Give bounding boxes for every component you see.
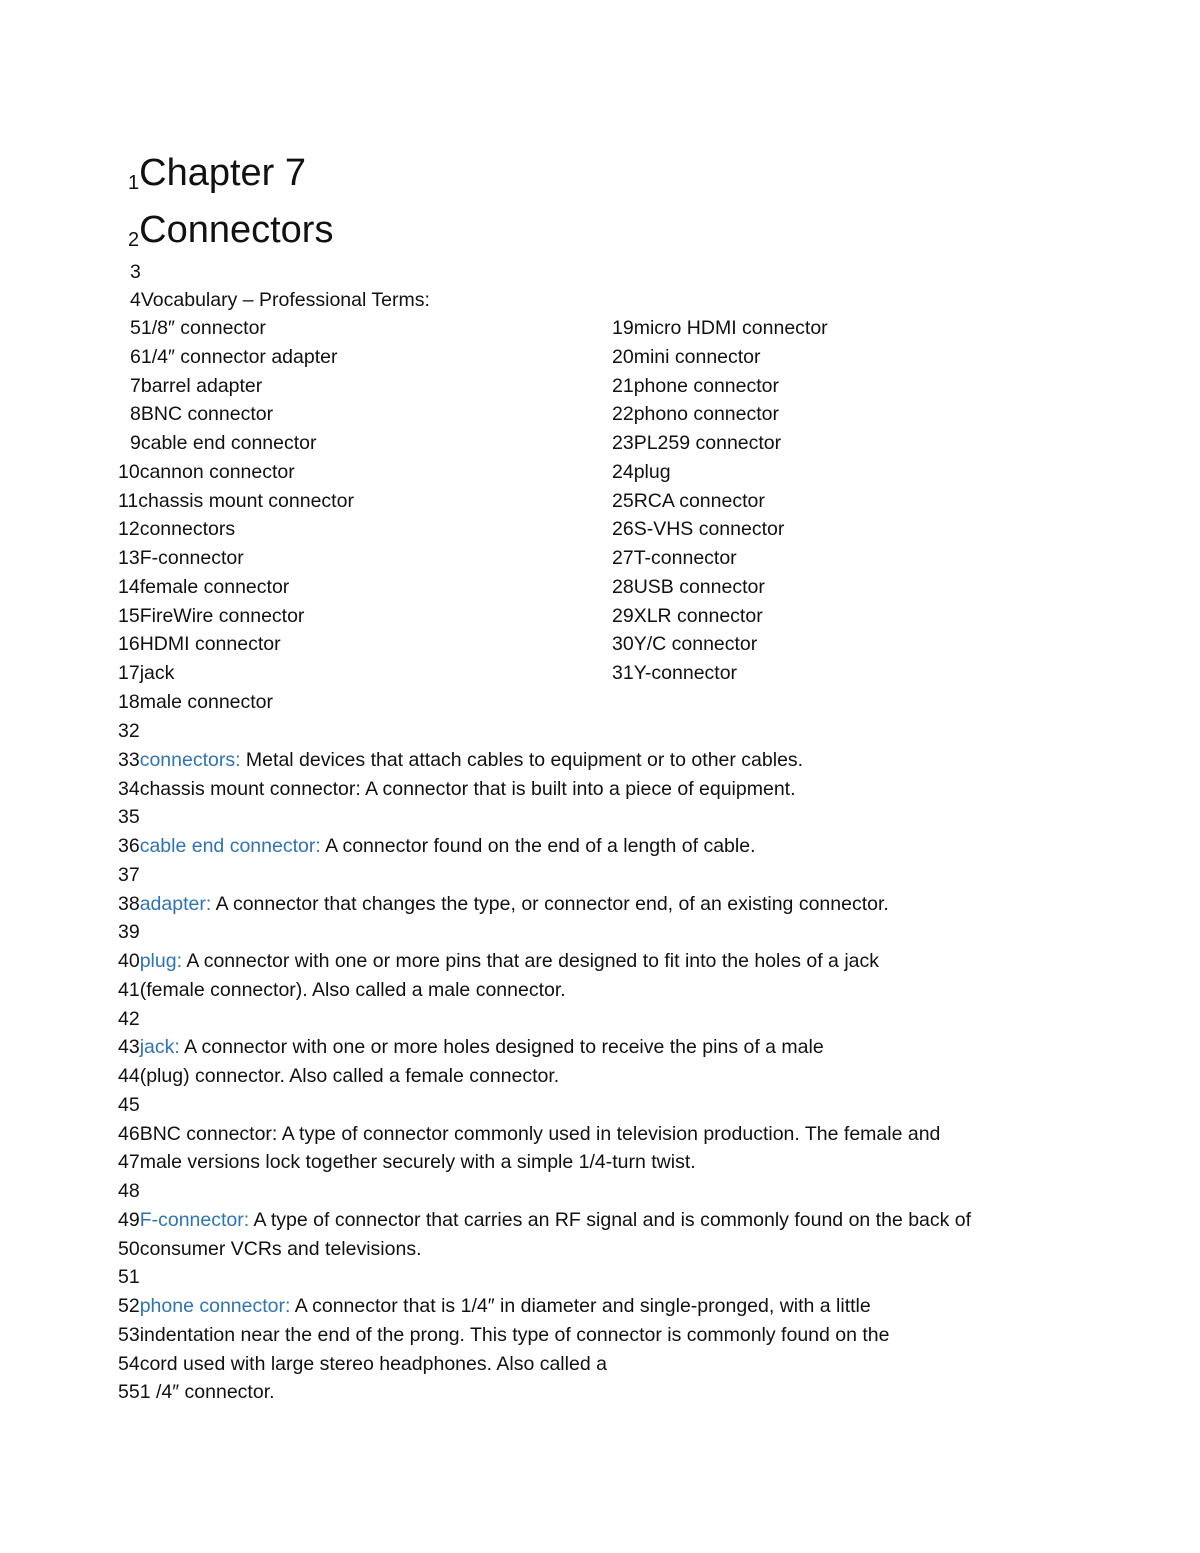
line-number: 53	[118, 1323, 140, 1346]
line-number: 46	[118, 1122, 140, 1145]
text-line	[118, 834, 756, 858]
text-line	[118, 1237, 422, 1261]
text-line	[118, 489, 354, 513]
line-number: 4	[130, 289, 141, 311]
line-number: 17	[118, 662, 140, 684]
line-text: micro HDMI connector	[633, 317, 828, 339]
line-number: 18	[118, 690, 140, 713]
line-text: cannon connector	[139, 460, 295, 483]
text-line	[130, 316, 266, 340]
line-number: 54	[118, 1352, 140, 1375]
text-line	[130, 402, 273, 426]
vocab-heading	[130, 288, 430, 312]
line-number: 43	[118, 1036, 140, 1059]
text-line	[118, 1352, 607, 1376]
text-line	[118, 892, 889, 916]
line-number: 39	[118, 921, 140, 944]
text-line	[118, 632, 281, 656]
text-line	[118, 1007, 140, 1031]
line-number: 25	[612, 489, 634, 512]
line-text: male versions lock together securely with a simple 1/4-turn twist.	[139, 1151, 696, 1174]
line-text: A connector that changes the type, or connector end, of an existing connector.	[211, 892, 889, 915]
line-text: T-connector	[633, 547, 737, 569]
text-line	[130, 374, 262, 398]
text-line	[118, 517, 235, 541]
text-line	[118, 719, 140, 743]
text-line	[130, 431, 316, 455]
line-number: 29	[612, 604, 634, 627]
definition-term: adapter:	[139, 892, 212, 915]
line-number: 49	[118, 1208, 140, 1231]
line-number: 15	[118, 604, 140, 627]
line-text: Y/C connector	[633, 633, 758, 656]
line-text: S-VHS connector	[633, 518, 785, 541]
line-text: BNC connector	[140, 403, 274, 426]
line-number: 38	[118, 892, 140, 915]
text-line	[118, 1035, 824, 1059]
text-line	[118, 748, 803, 772]
definition-term: chassis mount connector:	[139, 777, 361, 800]
definition-term: plug:	[139, 950, 182, 972]
line-number: 41	[118, 978, 140, 1001]
line-text: F-connector	[139, 547, 244, 569]
text-line	[612, 316, 828, 340]
blank-line	[130, 260, 141, 284]
text-line	[612, 345, 761, 369]
line-number: 48	[118, 1180, 140, 1202]
line-text: chassis mount connector	[138, 489, 354, 512]
text-line	[118, 1294, 871, 1318]
line-number: 14	[118, 575, 140, 598]
text-line	[118, 604, 304, 628]
line-text: phone connector	[633, 374, 779, 397]
line-number: 40	[118, 950, 140, 972]
line-number: 51	[118, 1266, 140, 1289]
line-text: A connector with one or more pins that are designed to fit into the holes of a jack	[182, 950, 880, 972]
text-line	[118, 1208, 971, 1232]
line-number: 9	[130, 432, 141, 454]
line-number: 36	[118, 835, 140, 857]
text-line	[612, 546, 737, 570]
line-number: 1	[128, 172, 140, 194]
vocab-heading-text: Vocabulary – Professional Terms:	[140, 289, 430, 311]
line-number: 30	[612, 633, 634, 656]
text-line	[118, 1122, 940, 1146]
text-line	[118, 1265, 140, 1289]
text-line	[612, 632, 757, 656]
text-line	[118, 805, 140, 829]
line-number: 11	[118, 489, 139, 512]
line-number: 5	[130, 317, 141, 339]
definition-term: F-connector:	[139, 1208, 250, 1231]
text-line	[612, 402, 779, 426]
line-text: USB connector	[633, 575, 765, 598]
text-line	[130, 345, 337, 369]
line-text: A connector that is built into a piece of equipment.	[360, 777, 796, 800]
line-number: 7	[130, 374, 141, 397]
line-number: 2	[128, 229, 140, 251]
line-text: mini connector	[633, 345, 761, 368]
line-text: cable end connector	[140, 432, 317, 454]
line-text: HDMI connector	[139, 633, 281, 656]
line-number: 35	[118, 806, 140, 829]
text-line	[118, 1064, 559, 1088]
line-number: 55	[118, 1381, 140, 1404]
line-text: plug	[633, 460, 671, 483]
definition-term: BNC connector:	[139, 1122, 278, 1145]
definition-term: jack:	[139, 1036, 180, 1059]
line-number: 34	[118, 777, 140, 800]
line-text: jack	[139, 662, 175, 684]
text-line	[118, 1150, 696, 1174]
line-text: 1/4″ connector adapter	[140, 345, 338, 368]
text-line	[612, 604, 763, 628]
text-line	[612, 431, 781, 455]
text-line	[612, 489, 765, 513]
line-number: 47	[118, 1151, 140, 1174]
line-text: PL259 connector	[633, 432, 782, 454]
text-line	[118, 863, 140, 887]
text-line	[612, 575, 765, 599]
line-number: 37	[118, 863, 140, 886]
line-text: 1 /4″ connector.	[139, 1381, 275, 1404]
text-line	[118, 1323, 890, 1347]
line-number: 52	[118, 1295, 140, 1317]
line-number: 31	[612, 662, 634, 684]
line-text: consumer VCRs and televisions.	[139, 1237, 422, 1260]
text-line	[118, 949, 879, 973]
line-text: barrel adapter	[140, 374, 263, 397]
chapter-heading	[128, 152, 306, 195]
text-line	[118, 777, 796, 801]
text-line	[118, 690, 273, 714]
line-number: 23	[612, 432, 634, 454]
text-line	[118, 460, 295, 484]
line-text: Metal devices that attach cables to equipment or to other cables.	[240, 748, 804, 771]
line-number: 45	[118, 1093, 140, 1116]
line-number: 16	[118, 633, 140, 656]
text-line	[118, 1380, 275, 1404]
line-number: 44	[118, 1065, 140, 1087]
text-line	[118, 575, 289, 599]
line-number: 12	[118, 518, 140, 541]
text-line	[118, 978, 566, 1002]
line-number: 33	[118, 748, 140, 771]
line-number: 42	[118, 1007, 140, 1030]
subject-heading	[128, 209, 333, 252]
line-text: phono connector	[633, 403, 779, 426]
text-line	[118, 1093, 140, 1117]
line-text: A connector found on the end of a length of cable.	[320, 835, 756, 857]
line-number: 27	[612, 547, 634, 569]
definition-term: phone connector:	[139, 1295, 291, 1317]
line-text: 1/8″ connector	[140, 317, 266, 339]
line-number: 19	[612, 317, 634, 339]
text-line	[612, 517, 784, 541]
chapter-title: Chapter 7	[139, 152, 307, 194]
line-text: A type of connector commonly used in television production. The female and	[277, 1122, 941, 1145]
line-text: male connector	[139, 690, 274, 713]
line-text: A connector with one or more holes designed to receive the pins of a male	[179, 1036, 824, 1059]
line-text: cord used with large stereo headphones. Also called a	[139, 1352, 607, 1375]
line-text: Y-connector	[633, 662, 738, 684]
line-number: 6	[130, 345, 141, 368]
line-text: (female connector). Also called a male connector.	[139, 978, 566, 1001]
text-line	[118, 920, 140, 944]
line-number: 24	[612, 460, 634, 483]
line-text: female connector	[139, 575, 290, 598]
line-number: 50	[118, 1237, 140, 1260]
line-text: connectors	[139, 518, 236, 541]
line-number: 13	[118, 547, 140, 569]
line-number: 32	[118, 720, 140, 742]
line-text: A type of connector that carries an RF signal and is commonly found on the back of	[249, 1208, 972, 1231]
text-line	[612, 374, 779, 398]
line-text: (plug) connector. Also called a female connector.	[139, 1065, 560, 1087]
definition-term: connectors:	[139, 748, 241, 771]
line-number: 20	[612, 345, 634, 368]
text-line	[118, 661, 174, 685]
line-text: indentation near the end of the prong. This type of connector is commonly found on the	[139, 1323, 890, 1346]
subject-title: Connectors	[139, 209, 334, 251]
line-number: 3	[130, 261, 141, 283]
definition-term: cable end connector:	[139, 835, 321, 857]
line-number: 21	[612, 374, 634, 397]
text-line	[612, 661, 737, 685]
line-text: FireWire connector	[139, 604, 305, 627]
text-line	[118, 1179, 140, 1203]
line-text: A connector that is 1/4″ in diameter and single-pronged, with a little	[290, 1295, 871, 1317]
line-text: RCA connector	[633, 489, 765, 512]
line-number: 8	[130, 403, 141, 426]
line-number: 28	[612, 575, 634, 598]
text-line	[612, 460, 671, 484]
line-number: 22	[612, 403, 634, 426]
text-line	[118, 546, 244, 570]
line-number: 10	[118, 460, 140, 483]
line-text: XLR connector	[633, 604, 763, 627]
line-number: 26	[612, 518, 634, 541]
